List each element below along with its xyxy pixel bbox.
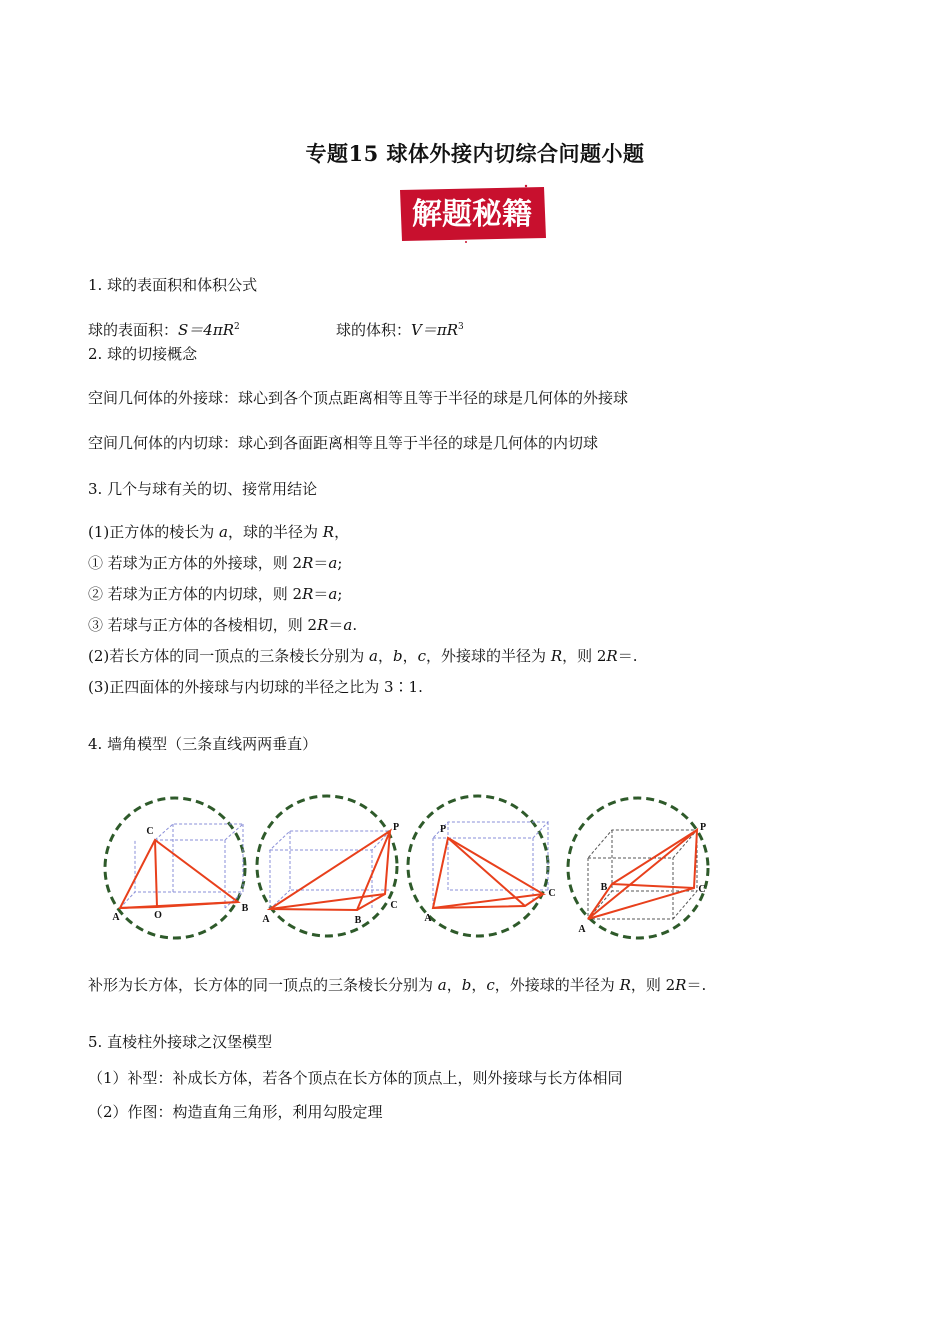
fig-label: P	[439, 824, 447, 835]
banner-stamp	[396, 184, 548, 244]
fig-label: P	[699, 822, 707, 833]
hamburger-item-2: （2）作图：构造直角三角形，利用勾股定理	[88, 1103, 383, 1121]
conclusion-line-4: ③ 若球与正方体的各棱相切，则 2R＝a.	[88, 616, 358, 634]
fig-label: C	[548, 888, 556, 899]
fig-label: B	[241, 903, 249, 914]
inner-sphere-definition: 空间几何体的内切球：球心到各面距离相等且等于半径的球是几何体的内切球	[88, 434, 599, 452]
fig-label: B	[354, 915, 362, 926]
page-title: 专题15 球体外接内切综合问题小题	[305, 141, 645, 166]
cube-diagram-1	[112, 824, 248, 923]
fig-label: A	[578, 924, 586, 935]
hamburger-item-1: （1）补型：补成长方体，若各个顶点在长方体的顶点上，则外接球与长方体相同	[88, 1069, 623, 1087]
cube-diagram-3	[424, 822, 555, 924]
fig-label: A	[112, 912, 120, 923]
fig-label: P	[392, 822, 400, 833]
conclusion-line-5: (2)若长方体的同一顶点的三条棱长分别为 a，b，c，外接球的半径为 R，则 2R＝.	[88, 647, 638, 665]
fig-label: A	[262, 914, 270, 925]
volume-formula: 球的体积：$V=\pi R^3$	[336, 321, 464, 339]
fig-label: O	[154, 910, 162, 921]
conclusion-line-2: ① 若球为正方体的外接球，则 2R＝a;	[88, 554, 343, 572]
section-2-heading: 2. 球的切接概念	[88, 345, 198, 363]
surface-area-formula: 球的表面积：$S=4\pi R^2$	[88, 321, 240, 339]
fig-label: C	[390, 900, 398, 911]
banner-text: 解题秘籍	[412, 197, 532, 232]
fig-label: C	[698, 884, 706, 895]
conclusion-line-1: (1)正方体的棱长为 a，球的半径为 R，	[88, 523, 350, 541]
section-5-heading: 5. 直棱柱外接球之汉堡模型	[88, 1033, 273, 1051]
fig-label: A	[424, 913, 432, 924]
outer-sphere-definition: 空间几何体的外接球：球心到各个顶点距离相等且等于半径的球是几何体的外接球	[88, 389, 629, 407]
fig-label: B	[600, 882, 608, 893]
conclusion-line-3: ② 若球为正方体的内切球，则 2R＝a;	[88, 585, 343, 603]
sphere-outline-1	[105, 798, 245, 938]
section-1-heading: 1. 球的表面积和体积公式	[88, 276, 258, 294]
fig-label: C	[146, 826, 154, 837]
section-4-heading: 4. 墙角模型（三条直线两两垂直）	[88, 735, 318, 753]
corner-model-figures	[100, 786, 720, 946]
conclusion-line-6: (3)正四面体的外接球与内切球的半径之比为 3∶1.	[88, 678, 423, 696]
cube-diagram-2	[262, 822, 399, 926]
section-3-heading: 3. 几个与球有关的切、接常用结论	[88, 480, 318, 498]
corner-model-caption: 补形为长方体，长方体的同一顶点的三条棱长分别为 a，b，c，外接球的半径为 R，则 2R＝.	[88, 976, 707, 994]
